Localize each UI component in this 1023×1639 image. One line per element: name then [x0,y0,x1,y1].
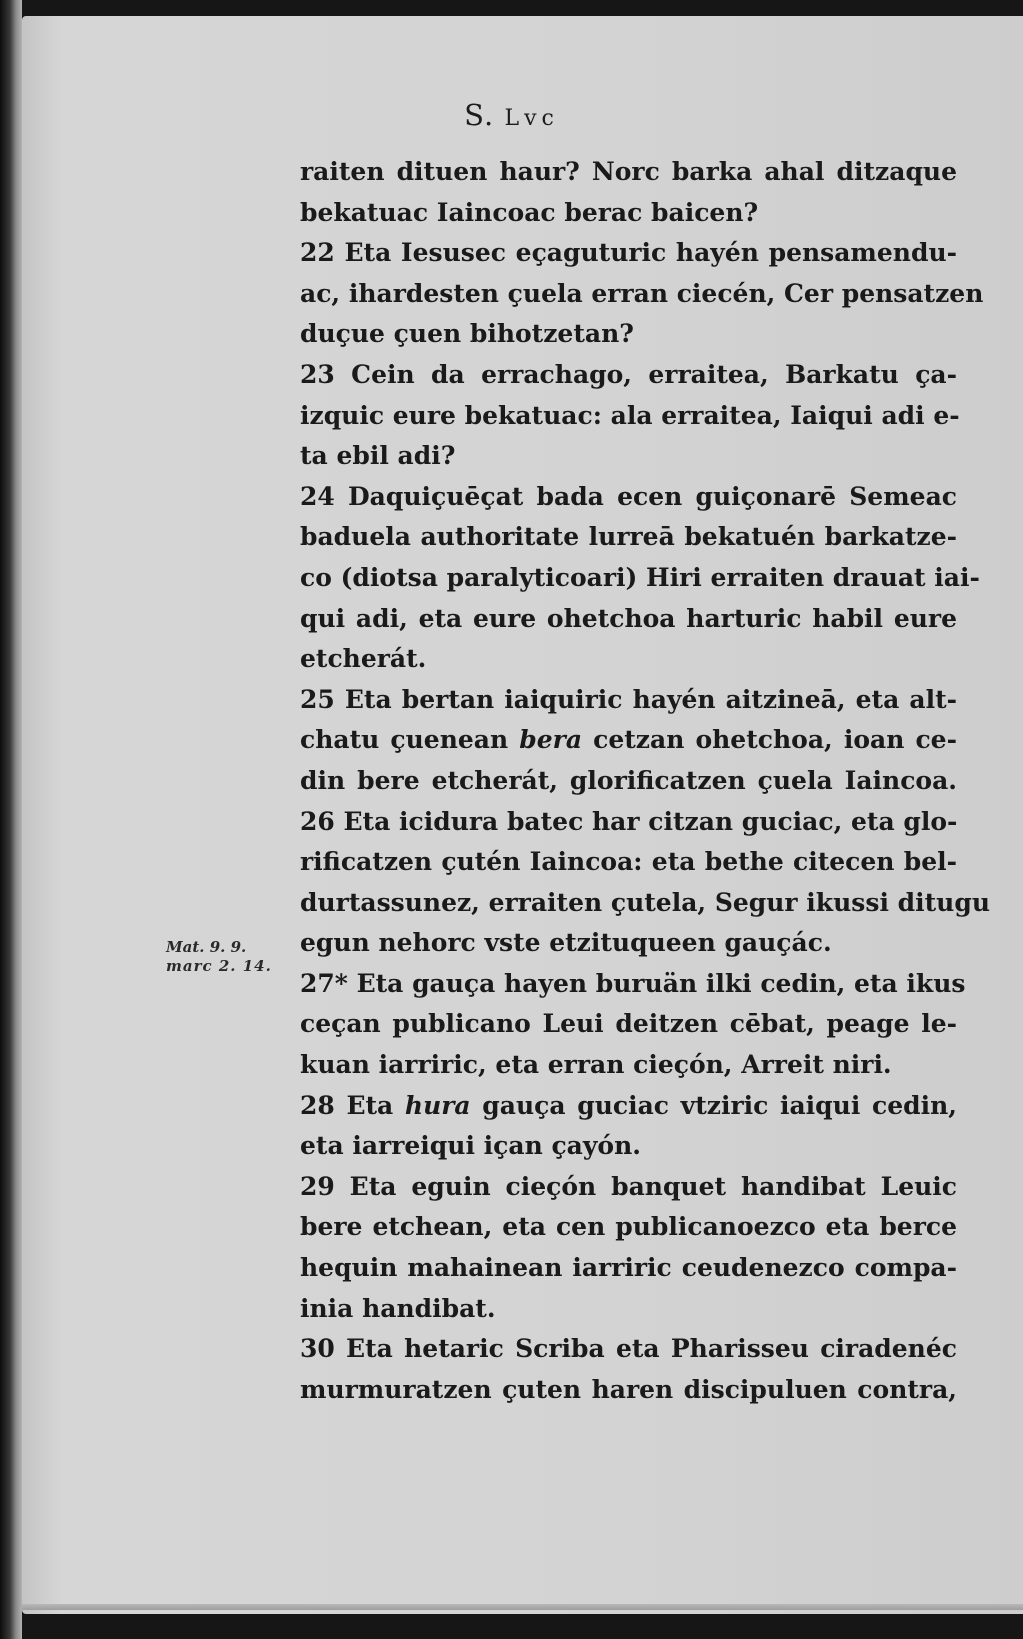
text-line: co (diotsa paralyticoari) Hiri erraiten drauat iai- [300,562,980,592]
margin-ref-line-1: Mat. 9. 9. [166,938,247,956]
verse-25-line: 25 Eta bertan iaiquiric hayén aitzineā, eta alt- [300,684,957,714]
text-line: bere etchean, eta cen publicanoezco eta berce [300,1212,957,1242]
text-line: din bere etcherát, glorificatzen çuela Iaincoa. [300,765,957,795]
text-line: kuan iarriric, eta erran cieçón, Arreit niri. [300,1050,892,1080]
text-line: inia handibat. [300,1293,496,1323]
margin-ref-line-2: marc 2. 14. [166,957,272,975]
verse-22-line: 22 Eta Iesusec eçaguturic hayén pensamendu- [300,238,957,268]
text-line: durtassunez, erraiten çutela, Segur ikussi ditugu [300,887,991,917]
text-line: izquic eure bekatuac: ala erraitea, Iaiqui adi e- [300,400,960,430]
verse-24-line: 24 Daquiçuēçat bada ecen guiçonarē Semeac [300,481,957,511]
text-line: baduela authoritate lurreā bekatuén barkatze- [300,522,957,552]
italic-word: bera [519,725,583,755]
text-line: raiten dituen haur? Norc barka ahal ditzaque [300,157,957,186]
body-text [300,152,991,1410]
text-segment: cetzan ohetchoa, ioan ce- [593,725,957,755]
text-segment: 28 Eta [300,1090,394,1120]
book-spine [0,0,22,1639]
text-segment: gauça guciac vtziric iaiqui cedin, [482,1090,957,1120]
text-line: hequin mahainean iarriric ceudenezco compa- [300,1253,957,1283]
text-line: egun nehorc vste etzituqueen gauçác. [300,928,832,958]
running-header [0,98,1023,132]
verse-29-line: 29 Eta eguin cieçón banquet handibat Leuic [300,1171,957,1201]
page-bottom-edge [22,1604,1023,1610]
verse-23-line: 23 Cein da errachago, erraitea, Barkatu ça- [300,359,957,389]
margin-reference-note [166,938,272,976]
verse-26-line: 26 Eta icidura batec har citzan guciac, eta glo- [300,806,958,836]
italic-word: hura [404,1090,471,1120]
verse-30-line: 30 Eta hetaric Scriba eta Pharisseu ciradenéc [300,1334,957,1364]
text-line [300,720,957,761]
text-segment: chatu çuenean [300,725,509,755]
text-line: bekatuac Iaincoac berac baicen? [300,197,759,227]
text-line: ac, ihardesten çuela erran ciecén, Cer pensatzen [300,278,984,308]
text-line: ta ebil adi? [300,441,456,471]
text-line: eta iarreiqui içan çayón. [300,1131,641,1161]
text-line: rificatzen çutén Iaincoa: eta bethe citecen bel- [300,847,957,877]
text-line: duçue çuen bihotzetan? [300,319,634,349]
text-line: ceçan publicano Leui deitzen cēbat, peage le- [300,1009,957,1039]
text-line: murmuratzen çuten haren discipuluen contra, [300,1374,957,1404]
header-lvc: Lvc [504,106,559,131]
verse-28-line [300,1086,957,1127]
text-line: qui adi, eta eure ohetchoa harturic habil eure [300,603,957,633]
header-s: S. [464,98,495,132]
verse-27-line: 27* Eta gauça hayen buruän ilki cedin, eta ikus [300,968,966,998]
text-line: etcherát. [300,644,427,674]
